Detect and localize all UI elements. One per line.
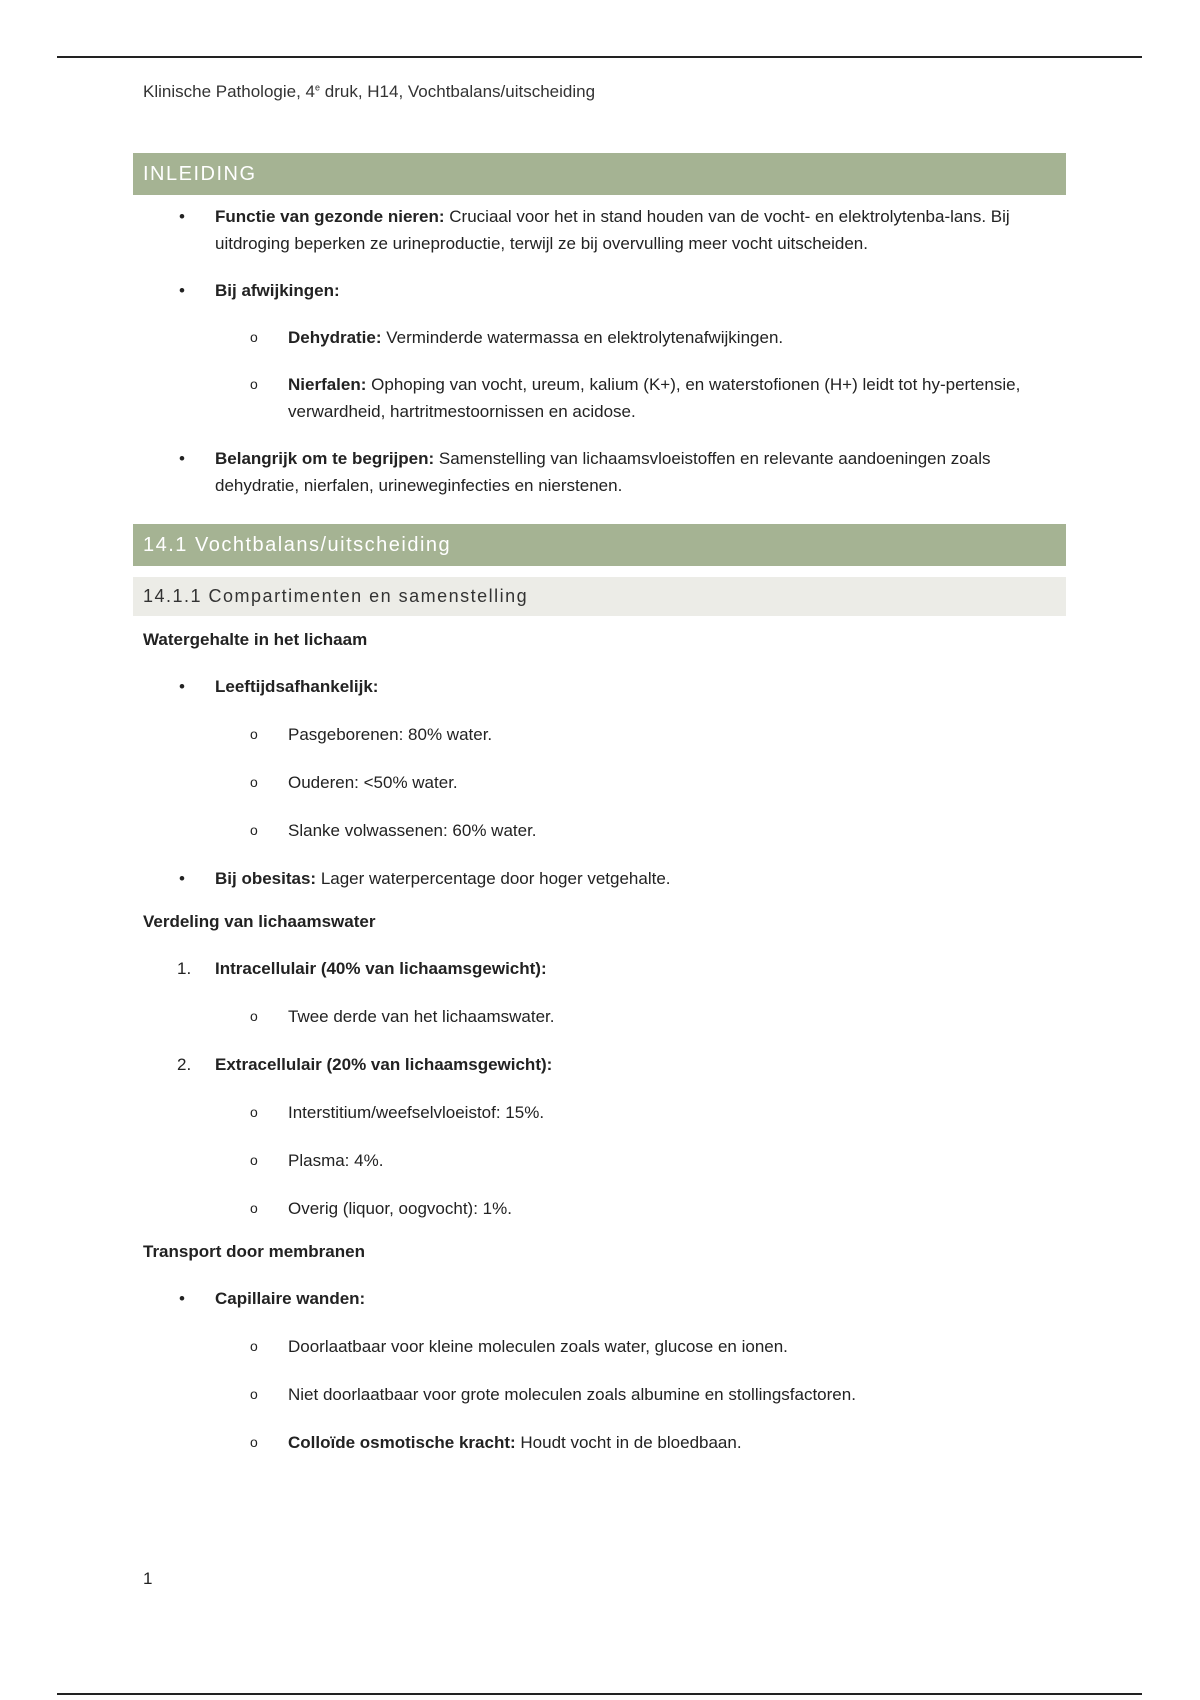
list-item: o Plasma: 4%.	[250, 1151, 384, 1170]
list-item: o Twee derde van het lichaamswater.	[250, 1007, 555, 1026]
transport-heading: Transport door membranen	[143, 1242, 365, 1261]
list-item: • Functie van gezonde nieren: Cruciaal voor het in stand houden van de vocht- en elektrolytenba-lans. Bij uitdroging beperken ze urineproductie, terwijl ze bij overvulling meer vocht uitscheiden.	[179, 207, 1010, 253]
intro-list	[133, 203, 1066, 499]
subsection-heading: 14.1.1 Compartimenten en samenstelling	[133, 577, 1066, 616]
list-item: o Interstitium/weefselvloeistof: 15%.	[250, 1103, 545, 1122]
distribution-list	[133, 955, 1066, 1222]
section-heading: 14.1 Vochtbalans/uitscheiding	[133, 524, 1066, 566]
page-content	[133, 153, 1066, 1456]
list-item: 1. Intracellulair (40% van lichaamsgewicht):	[177, 959, 547, 978]
list-item: o Slanke volwassenen: 60% water.	[250, 821, 537, 840]
list-item: • Leeftijdsafhankelijk:	[179, 677, 379, 696]
distribution-heading: Verdeling van lichaamswater	[143, 912, 376, 931]
list-item: o Dehydratie: Verminderde watermassa en elektrolytenafwijkingen.	[250, 328, 784, 347]
page-number: 1	[143, 1569, 153, 1588]
list-item: • Bij obesitas: Lager waterpercentage door hoger vetgehalte.	[179, 869, 671, 888]
list-item: o Ouderen: <50% water.	[250, 773, 458, 792]
list-item: o Nierfalen: Ophoping van vocht, ureum, kalium (K+), en waterstofionen (H+) leidt tot hy-pertensie, verwardheid, hartritmestoornissen en acidose.	[250, 375, 1021, 421]
list-item: o Pasgeborenen: 80% water.	[250, 725, 493, 744]
water-heading: Watergehalte in het lichaam	[143, 630, 368, 649]
list-item: o Colloïde osmotische kracht: Houdt vocht in de bloedbaan.	[250, 1433, 742, 1452]
list-item: 2. Extracellulair (20% van lichaamsgewicht):	[177, 1055, 553, 1074]
running-header: Klinische Pathologie, 4e druk, H14, Vochtbalans/uitscheiding	[143, 82, 596, 101]
intro-heading: INLEIDING	[133, 153, 1066, 195]
list-item: • Capillaire wanden:	[179, 1289, 366, 1308]
list-item: o Niet doorlaatbaar voor grote moleculen zoals albumine en stollingsfactoren.	[250, 1385, 856, 1404]
transport-list	[133, 1285, 1066, 1456]
top-rule	[57, 56, 1142, 58]
list-item: o Overig (liquor, oogvocht): 1%.	[250, 1199, 512, 1218]
water-list	[133, 673, 1066, 892]
list-item: • Belangrijk om te begrijpen: Samenstelling van lichaamsvloeistoffen en relevante aandoeningen zoals dehydratie, nierfalen, urineweginfecties en nierstenen.	[179, 449, 991, 495]
bottom-rule	[57, 1693, 1142, 1695]
list-item: • Bij afwijkingen:	[179, 281, 340, 300]
list-item: o Doorlaatbaar voor kleine moleculen zoals water, glucose en ionen.	[250, 1337, 788, 1356]
